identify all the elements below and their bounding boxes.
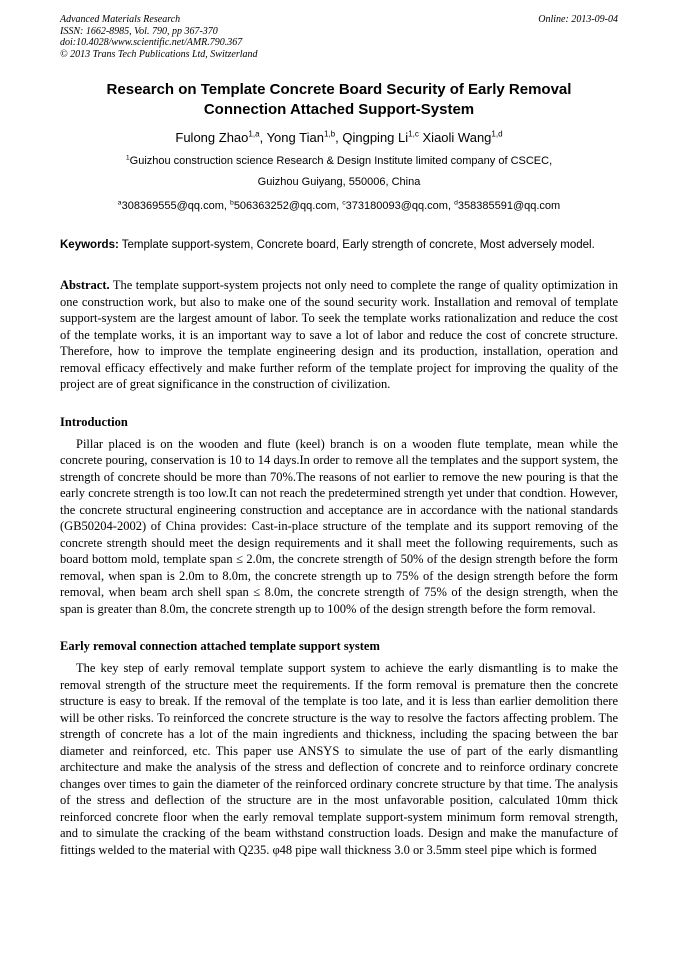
- affiliation-line-2: Guizhou Guiyang, 550006, China: [257, 175, 421, 188]
- author: [342, 130, 422, 145]
- email-address: 358385591@qq.com: [457, 199, 561, 212]
- email-sup: d: [454, 198, 458, 206]
- author-separator: ,: [259, 129, 267, 145]
- journal-doi: doi:10.4028/www.scientific.net/AMR.790.367: [60, 37, 243, 48]
- author-sup: 1,d: [491, 129, 503, 139]
- author: [267, 130, 343, 145]
- journal-title: Advanced Materials Research: [60, 14, 181, 25]
- email-sup: b: [230, 198, 234, 206]
- email-sup: c: [342, 198, 346, 206]
- affiliation-line-1: [60, 155, 618, 167]
- author-name: Fulong Zhao: [175, 129, 249, 145]
- author: [423, 130, 503, 145]
- keywords-line: [60, 238, 618, 254]
- email-address: 308369555@qq.com: [121, 199, 224, 212]
- journal-info: [60, 14, 258, 60]
- author-name: Qingping Li: [342, 129, 409, 145]
- affiliation-sup: 1: [125, 153, 130, 161]
- section-heading-early-removal: Early removal connection attached template support system: [60, 639, 380, 654]
- author-sup: 1,c: [408, 129, 419, 139]
- journal-copyright: © 2013 Trans Tech Publications Ltd, Switzerland: [60, 48, 258, 60]
- email: [342, 200, 454, 212]
- paper-title: Research on Template Concrete Board Security of Early Removal Connection Attached Support-System: [106, 81, 572, 119]
- author-name: Xiaoli Wang: [422, 129, 492, 145]
- journal-header: [60, 14, 618, 60]
- email-address: 373180093@qq.com: [345, 199, 448, 212]
- email: [230, 200, 342, 212]
- email-address: 506363252@qq.com: [233, 199, 337, 212]
- abstract: [60, 277, 618, 393]
- email: [118, 200, 230, 212]
- email-separator: ,: [223, 199, 231, 212]
- email: [454, 200, 560, 212]
- authors-line: [60, 130, 618, 145]
- abstract-text: The template support-system projects not only need to complete the range of quality optimization in one construction work, but also to make one of the sound security work. Installation and removal of template support-system are the largest amount of labor. To seek the template works rationalization and reduce the cost of the template works, it is an important way to save a lot of labor and reduce the cost of concrete structure. Therefore, how to improve the template engineering design and its production, installation, operation and removal efficacy effectively and make further reform of the template project for improving the quality of the project are of great significance in the construction of civilization.: [60, 278, 618, 392]
- emails-line: [60, 200, 618, 212]
- online-date: Online: 2013-09-04: [538, 14, 618, 25]
- abstract-label: Abstract.: [60, 278, 110, 293]
- author-sup: 1,b: [323, 129, 336, 139]
- keywords-label: Keywords:: [60, 238, 119, 251]
- email-sup: a: [117, 198, 122, 206]
- email-separator: ,: [336, 199, 343, 212]
- email-separator: ,: [447, 199, 455, 212]
- author-separator: ,: [335, 129, 343, 145]
- section-body-introduction: Pillar placed is on the wooden and flute (keel) branch is on a wooden flute template, mean while the concrete pouring, conservation is 10 to 14 days.In order to remove all the templates and the support system, the strength of concrete should be more than 70%.The reasons of not earlier to remove the new pouring is that the early concrete strength is too low.It can not reach the predetermined strength yet under that condtion. However, the concrete structural engineering construction and acceptance are in accordance with the national standards (GB50204-2002) of China provides: Cast-in-place structure of the template and its support removing of the concrete strength should meet the design requirements and it shall meet the following requirements, such as board bottom mold, template span ≤ 2.0m, the concrete strength of 50% of the design strength before the form removal, when span is 2.0m to 8.0m, the concrete strength up to 75% of the design strength before the form removal, when beam arch shell span ≤ 8.0m, the concrete strength of 75% of the design strength, when the span is greater than 8.0m, the concrete strength up to 100% of the design strength before the form removal.: [60, 436, 618, 616]
- author-name: Yong Tian: [266, 129, 324, 145]
- section-body-early-removal: The key step of early removal template support system to achieve the early dismantling is to make the removal strength of the structure meet the requirements. If the form removal is premature then the concrete structure is easy to break. If the removal of the template is too late, and it is less than earlier demolition there will be other risks. To reinforced the concrete structure is the way to resolve the factors affecting problem. The strength of concrete has a lot of the main ingredients and thickness, including the spacing between the bar diameter and reinforced, etc. This paper use ANSYS to simulate the use of part of the early dismantling architecture and make the analysis of the stress and deflection of concrete and to reinforce ordinary concrete changes over times to gain the diameter of the reinforced ordinary concrete structure by that time. The analysis of the stress and deflection of the structure are in the most unfavorable position, calculated 10mm thick reinforced concrete floor when the early removal template support-system minimum form removal strength, and to simulate the cracking of the beam withstand construction loads. Design and make the manufacture of fittings welded to the material with Q235. φ48 pipe wall thickness 3.0 or 3.5mm steel pipe which is formed: [60, 661, 618, 857]
- keywords-text: Template support-system, Concrete board, Early strength of concrete, Most adversely model.: [118, 238, 595, 251]
- journal-issn: ISSN: 1662-8985, Vol. 790, pp 367-370: [60, 25, 218, 37]
- section-heading-introduction: Introduction: [60, 414, 128, 429]
- author-sup: 1,a: [248, 129, 260, 139]
- author: [175, 130, 266, 145]
- affiliation-text: Guizhou construction science Research & Design Institute limited company of CSCEC,: [129, 154, 553, 167]
